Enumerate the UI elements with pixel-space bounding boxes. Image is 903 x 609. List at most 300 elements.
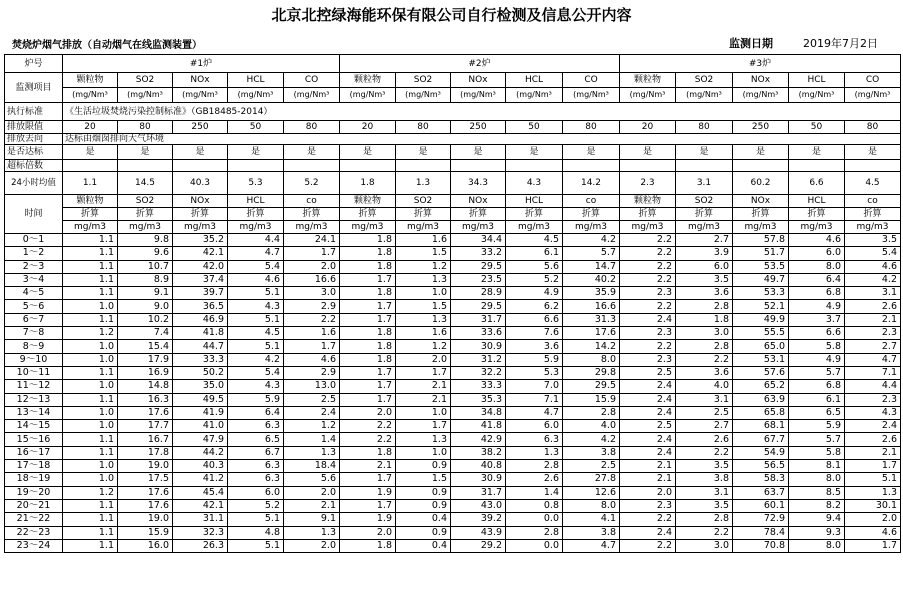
time-header-name: SO2 bbox=[396, 195, 451, 208]
data-cell: 9.8 bbox=[118, 234, 173, 247]
data-cell: 0.9 bbox=[396, 460, 451, 473]
data-cell: 1.2 bbox=[284, 420, 340, 433]
data-cell: 3.1 bbox=[676, 486, 733, 499]
time-header-name: NOx bbox=[451, 195, 506, 208]
data-cell: 33.3 bbox=[451, 380, 506, 393]
limit-value: 80 bbox=[676, 121, 733, 134]
data-cell: 51.7 bbox=[733, 247, 789, 260]
limit-label: 排放限值 bbox=[5, 121, 63, 134]
data-cell: 0.0 bbox=[506, 539, 563, 552]
data-cell: 2.0 bbox=[340, 406, 396, 419]
data-cell: 16.9 bbox=[118, 366, 173, 379]
data-cell: 53.1 bbox=[733, 353, 789, 366]
data-cell: 70.8 bbox=[733, 539, 789, 552]
data-cell: 2.8 bbox=[563, 406, 620, 419]
avg24-value: 1.8 bbox=[340, 172, 396, 195]
pollutant-unit: (mg/Nm³ bbox=[451, 88, 506, 103]
time-header-name: 颗粒物 bbox=[340, 195, 396, 208]
hour-label: 22～23 bbox=[5, 526, 63, 539]
data-cell: 28.9 bbox=[451, 287, 506, 300]
data-cell: 9.6 bbox=[118, 247, 173, 260]
data-cell: 3.1 bbox=[676, 393, 733, 406]
furnace-3: #3炉 bbox=[620, 55, 901, 73]
data-cell: 1.0 bbox=[63, 460, 118, 473]
data-cell: 4.4 bbox=[228, 234, 284, 247]
data-cell: 14.7 bbox=[563, 260, 620, 273]
data-cell: 9.3 bbox=[789, 526, 845, 539]
converted-label: 折算 bbox=[340, 208, 396, 221]
data-cell: 6.1 bbox=[789, 393, 845, 406]
data-cell: 39.7 bbox=[173, 287, 228, 300]
furnace-label: 炉号 bbox=[5, 55, 63, 73]
exceed-value bbox=[396, 160, 451, 172]
data-cell: 9.1 bbox=[284, 513, 340, 526]
data-cell: 49.5 bbox=[173, 393, 228, 406]
unit2-label: mg/m3 bbox=[789, 221, 845, 234]
converted-label: 折算 bbox=[396, 208, 451, 221]
data-cell: 49.7 bbox=[733, 273, 789, 286]
table-row bbox=[5, 473, 901, 486]
data-cell: 3.9 bbox=[676, 247, 733, 260]
data-cell: 4.3 bbox=[845, 406, 901, 419]
exceed-value bbox=[506, 160, 563, 172]
data-cell: 12.6 bbox=[563, 486, 620, 499]
avg24-row bbox=[5, 172, 901, 195]
exceed-value bbox=[118, 160, 173, 172]
data-cell: 14.2 bbox=[563, 340, 620, 353]
data-cell: 60.1 bbox=[733, 499, 789, 512]
data-cell: 1.7 bbox=[340, 300, 396, 313]
data-cell: 1.6 bbox=[396, 234, 451, 247]
hour-label: 21～22 bbox=[5, 513, 63, 526]
data-cell: 2.2 bbox=[620, 260, 676, 273]
data-cell: 1.6 bbox=[284, 327, 340, 340]
data-cell: 40.3 bbox=[173, 460, 228, 473]
converted-label: 折算 bbox=[620, 208, 676, 221]
data-cell: 33.3 bbox=[173, 353, 228, 366]
data-cell: 2.2 bbox=[620, 273, 676, 286]
data-cell: 3.5 bbox=[676, 460, 733, 473]
data-cell: 5.7 bbox=[563, 247, 620, 260]
limit-value: 80 bbox=[563, 121, 620, 134]
data-cell: 4.9 bbox=[789, 300, 845, 313]
exceed-value bbox=[173, 160, 228, 172]
data-cell: 2.5 bbox=[676, 406, 733, 419]
pollutant-name: HCL bbox=[506, 73, 563, 88]
table-row bbox=[5, 460, 901, 473]
data-cell: 2.8 bbox=[676, 340, 733, 353]
data-cell: 38.2 bbox=[451, 446, 506, 459]
data-cell: 2.3 bbox=[620, 499, 676, 512]
data-cell: 4.3 bbox=[228, 300, 284, 313]
data-cell: 2.3 bbox=[620, 327, 676, 340]
data-cell: 1.0 bbox=[63, 380, 118, 393]
data-cell: 1.1 bbox=[63, 247, 118, 260]
hour-label: 5～6 bbox=[5, 300, 63, 313]
data-cell: 40.8 bbox=[451, 460, 506, 473]
data-cell: 2.2 bbox=[620, 340, 676, 353]
standard-row bbox=[5, 103, 901, 121]
data-cell: 8.0 bbox=[789, 260, 845, 273]
data-cell: 1.2 bbox=[396, 260, 451, 273]
data-cell: 2.2 bbox=[676, 446, 733, 459]
data-cell: 1.2 bbox=[63, 327, 118, 340]
page-title: 北京北控绿海能环保有限公司自行检测及信息公开内容 bbox=[271, 6, 632, 24]
data-cell: 2.7 bbox=[845, 340, 901, 353]
unit2-label: mg/m3 bbox=[63, 221, 118, 234]
data-cell: 2.6 bbox=[845, 300, 901, 313]
data-cell: 2.6 bbox=[506, 473, 563, 486]
data-cell: 33.2 bbox=[451, 247, 506, 260]
standard-text: 《生活垃圾焚烧污染控制标准》（GB18485-2014） bbox=[63, 103, 901, 121]
data-cell: 67.7 bbox=[733, 433, 789, 446]
data-cell: 3.5 bbox=[676, 273, 733, 286]
data-cell: 5.2 bbox=[228, 499, 284, 512]
data-cell: 8.0 bbox=[563, 499, 620, 512]
data-cell: 3.8 bbox=[563, 526, 620, 539]
data-cell: 1.1 bbox=[63, 366, 118, 379]
time-header-name: SO2 bbox=[676, 195, 733, 208]
data-cell: 2.9 bbox=[284, 366, 340, 379]
data-cell: 1.1 bbox=[63, 393, 118, 406]
data-cell: 3.6 bbox=[676, 287, 733, 300]
data-cell: 5.8 bbox=[789, 340, 845, 353]
data-cell: 32.2 bbox=[451, 366, 506, 379]
data-cell: 2.2 bbox=[620, 247, 676, 260]
data-cell: 31.2 bbox=[451, 353, 506, 366]
data-cell: 14.8 bbox=[118, 380, 173, 393]
data-cell: 1.7 bbox=[284, 340, 340, 353]
data-cell: 2.1 bbox=[845, 446, 901, 459]
data-cell: 17.6 bbox=[563, 327, 620, 340]
data-cell: 0.8 bbox=[506, 499, 563, 512]
data-cell: 63.9 bbox=[733, 393, 789, 406]
data-cell: 53.3 bbox=[733, 287, 789, 300]
data-cell: 6.2 bbox=[506, 300, 563, 313]
data-cell: 50.2 bbox=[173, 366, 228, 379]
data-cell: 78.4 bbox=[733, 526, 789, 539]
avg24-value: 2.3 bbox=[620, 172, 676, 195]
hour-label: 13～14 bbox=[5, 406, 63, 419]
data-cell: 2.2 bbox=[340, 433, 396, 446]
data-cell: 5.4 bbox=[845, 247, 901, 260]
converted-label: 折算 bbox=[173, 208, 228, 221]
pollutant-name: SO2 bbox=[676, 73, 733, 88]
pollutant-unit: (mg/Nm³ bbox=[676, 88, 733, 103]
data-cell: 1.0 bbox=[63, 420, 118, 433]
data-cell: 5.1 bbox=[845, 473, 901, 486]
data-cell: 57.8 bbox=[733, 234, 789, 247]
compliant-value: 是 bbox=[563, 145, 620, 160]
data-cell: 32.3 bbox=[173, 526, 228, 539]
data-cell: 2.4 bbox=[620, 313, 676, 326]
exceed-value bbox=[563, 160, 620, 172]
data-cell: 6.6 bbox=[789, 327, 845, 340]
limit-value: 80 bbox=[845, 121, 901, 134]
data-cell: 1.1 bbox=[63, 499, 118, 512]
data-cell: 5.1 bbox=[228, 513, 284, 526]
data-cell: 35.3 bbox=[451, 393, 506, 406]
data-cell: 1.1 bbox=[63, 287, 118, 300]
data-cell: 52.1 bbox=[733, 300, 789, 313]
data-cell: 1.8 bbox=[340, 340, 396, 353]
limit-value: 250 bbox=[173, 121, 228, 134]
data-cell: 1.0 bbox=[63, 340, 118, 353]
data-cell: 1.8 bbox=[340, 247, 396, 260]
pollutant-unit: (mg/Nm³ bbox=[228, 88, 284, 103]
monitoring-table bbox=[4, 54, 901, 553]
data-cell: 1.7 bbox=[340, 393, 396, 406]
time-header-name: NOx bbox=[173, 195, 228, 208]
data-cell: 9.0 bbox=[118, 300, 173, 313]
data-cell: 5.7 bbox=[789, 433, 845, 446]
limit-row bbox=[5, 121, 901, 134]
data-cell: 42.1 bbox=[173, 247, 228, 260]
table-row bbox=[5, 366, 901, 379]
data-cell: 36.5 bbox=[173, 300, 228, 313]
data-cell: 35.9 bbox=[563, 287, 620, 300]
data-cell: 4.6 bbox=[845, 526, 901, 539]
data-cell: 4.2 bbox=[563, 234, 620, 247]
data-cell: 2.2 bbox=[620, 300, 676, 313]
unit2-label: mg/m3 bbox=[451, 221, 506, 234]
unit2-row bbox=[5, 221, 901, 234]
data-cell: 1.3 bbox=[284, 526, 340, 539]
data-cell: 1.4 bbox=[284, 433, 340, 446]
data-cell: 16.7 bbox=[118, 433, 173, 446]
data-cell: 5.3 bbox=[506, 366, 563, 379]
data-cell: 2.9 bbox=[284, 300, 340, 313]
data-cell: 7.6 bbox=[506, 327, 563, 340]
data-cell: 1.8 bbox=[340, 353, 396, 366]
destination-label: 排放去向 bbox=[5, 134, 63, 145]
data-cell: 15.4 bbox=[118, 340, 173, 353]
data-cell: 2.1 bbox=[396, 393, 451, 406]
table-row bbox=[5, 393, 901, 406]
data-cell: 0.4 bbox=[396, 539, 451, 552]
data-cell: 3.5 bbox=[845, 234, 901, 247]
data-cell: 19.0 bbox=[118, 513, 173, 526]
pollutant-name: 颗粒物 bbox=[63, 73, 118, 88]
data-cell: 3.0 bbox=[676, 327, 733, 340]
data-cell: 2.2 bbox=[676, 526, 733, 539]
data-cell: 35.2 bbox=[173, 234, 228, 247]
data-cell: 1.8 bbox=[676, 313, 733, 326]
data-cell: 4.2 bbox=[563, 433, 620, 446]
data-cell: 1.5 bbox=[396, 247, 451, 260]
exceed-value bbox=[284, 160, 340, 172]
data-cell: 8.0 bbox=[789, 473, 845, 486]
data-cell: 42.1 bbox=[173, 499, 228, 512]
data-cell: 34.4 bbox=[451, 234, 506, 247]
data-cell: 1.7 bbox=[340, 313, 396, 326]
data-cell: 3.1 bbox=[845, 287, 901, 300]
furnace-1: #1炉 bbox=[63, 55, 340, 73]
compliant-value: 是 bbox=[620, 145, 676, 160]
data-cell: 2.0 bbox=[620, 486, 676, 499]
time-header-name: 颗粒物 bbox=[63, 195, 118, 208]
table-row bbox=[5, 446, 901, 459]
data-cell: 1.0 bbox=[63, 353, 118, 366]
data-cell: 6.0 bbox=[676, 260, 733, 273]
data-cell: 29.8 bbox=[563, 366, 620, 379]
data-cell: 1.7 bbox=[845, 460, 901, 473]
data-cell: 29.5 bbox=[451, 300, 506, 313]
data-cell: 53.5 bbox=[733, 260, 789, 273]
data-cell: 6.0 bbox=[228, 486, 284, 499]
converted-label: 折算 bbox=[676, 208, 733, 221]
pollutant-name: CO bbox=[845, 73, 901, 88]
data-cell: 1.6 bbox=[396, 327, 451, 340]
data-cell: 35.0 bbox=[173, 380, 228, 393]
data-cell: 4.7 bbox=[228, 247, 284, 260]
data-cell: 2.8 bbox=[506, 460, 563, 473]
data-cell: 43.9 bbox=[451, 526, 506, 539]
data-cell: 6.3 bbox=[506, 433, 563, 446]
time-header-name: co bbox=[563, 195, 620, 208]
data-cell: 6.7 bbox=[228, 446, 284, 459]
data-cell: 17.6 bbox=[118, 486, 173, 499]
data-cell: 29.5 bbox=[451, 260, 506, 273]
data-cell: 4.6 bbox=[284, 353, 340, 366]
data-cell: 7.1 bbox=[845, 366, 901, 379]
exceed-row bbox=[5, 160, 901, 172]
data-cell: 2.4 bbox=[620, 393, 676, 406]
data-cell: 7.1 bbox=[506, 393, 563, 406]
data-cell: 4.2 bbox=[228, 353, 284, 366]
data-cell: 4.7 bbox=[845, 353, 901, 366]
data-cell: 3.0 bbox=[676, 539, 733, 552]
unit2-label: mg/m3 bbox=[118, 221, 173, 234]
hour-label: 12～13 bbox=[5, 393, 63, 406]
data-cell: 29.5 bbox=[563, 380, 620, 393]
data-cell: 1.7 bbox=[845, 539, 901, 552]
data-cell: 31.7 bbox=[451, 313, 506, 326]
data-cell: 24.1 bbox=[284, 234, 340, 247]
data-cell: 37.4 bbox=[173, 273, 228, 286]
data-cell: 6.4 bbox=[228, 406, 284, 419]
data-cell: 0.9 bbox=[396, 486, 451, 499]
data-cell: 5.9 bbox=[506, 353, 563, 366]
data-cell: 1.8 bbox=[340, 287, 396, 300]
data-cell: 8.9 bbox=[118, 273, 173, 286]
data-cell: 5.1 bbox=[228, 313, 284, 326]
data-cell: 8.1 bbox=[789, 460, 845, 473]
time-header-name: co bbox=[284, 195, 340, 208]
data-cell: 3.0 bbox=[284, 287, 340, 300]
data-cell: 1.1 bbox=[63, 526, 118, 539]
avg24-value: 4.5 bbox=[845, 172, 901, 195]
compliant-value: 是 bbox=[845, 145, 901, 160]
compliant-value: 是 bbox=[173, 145, 228, 160]
table-row bbox=[5, 539, 901, 552]
avg24-value: 3.1 bbox=[676, 172, 733, 195]
compliant-label: 是否达标 bbox=[5, 145, 63, 160]
data-cell: 4.7 bbox=[506, 406, 563, 419]
limit-value: 250 bbox=[451, 121, 506, 134]
data-cell: 2.2 bbox=[620, 234, 676, 247]
destination-row bbox=[5, 134, 901, 145]
standard-label: 执行标准 bbox=[5, 103, 63, 121]
data-cell: 2.3 bbox=[620, 287, 676, 300]
data-cell: 7.4 bbox=[118, 327, 173, 340]
unit2-label: mg/m3 bbox=[620, 221, 676, 234]
time-header-name: SO2 bbox=[118, 195, 173, 208]
data-cell: 4.9 bbox=[789, 353, 845, 366]
data-cell: 49.9 bbox=[733, 313, 789, 326]
date-value: 2019年7月2日 bbox=[803, 37, 878, 50]
data-cell: 5.6 bbox=[284, 473, 340, 486]
data-cell: 1.7 bbox=[340, 366, 396, 379]
data-cell: 16.3 bbox=[118, 393, 173, 406]
table-row bbox=[5, 353, 901, 366]
data-cell: 6.0 bbox=[789, 247, 845, 260]
time-header-name: co bbox=[845, 195, 901, 208]
data-cell: 4.1 bbox=[563, 513, 620, 526]
pollutant-name: 颗粒物 bbox=[620, 73, 676, 88]
table-row bbox=[5, 420, 901, 433]
avg24-value: 5.2 bbox=[284, 172, 340, 195]
avg24-label: 24小时均值 bbox=[5, 172, 63, 195]
avg24-value: 40.3 bbox=[173, 172, 228, 195]
data-cell: 1.1 bbox=[63, 539, 118, 552]
pollutant-name: HCL bbox=[228, 73, 284, 88]
data-cell: 1.7 bbox=[340, 380, 396, 393]
data-cell: 7.0 bbox=[506, 380, 563, 393]
data-cell: 2.2 bbox=[340, 420, 396, 433]
table-row bbox=[5, 260, 901, 273]
data-cell: 42.0 bbox=[173, 260, 228, 273]
converted-label: 折算 bbox=[118, 208, 173, 221]
data-cell: 1.8 bbox=[340, 260, 396, 273]
data-cell: 2.1 bbox=[620, 473, 676, 486]
data-cell: 1.1 bbox=[63, 433, 118, 446]
data-cell: 2.4 bbox=[620, 446, 676, 459]
data-cell: 16.6 bbox=[563, 300, 620, 313]
data-cell: 17.7 bbox=[118, 420, 173, 433]
data-cell: 1.9 bbox=[340, 486, 396, 499]
data-cell: 4.3 bbox=[228, 380, 284, 393]
hour-label: 2～3 bbox=[5, 260, 63, 273]
subtitle: 焚烧炉烟气排放（自动烟气在线监测装置） bbox=[12, 40, 202, 51]
compliant-value: 是 bbox=[451, 145, 506, 160]
time-header-name: 颗粒物 bbox=[620, 195, 676, 208]
data-cell: 4.5 bbox=[228, 327, 284, 340]
data-cell: 3.6 bbox=[676, 366, 733, 379]
limit-value: 80 bbox=[118, 121, 173, 134]
data-cell: 8.5 bbox=[789, 486, 845, 499]
data-cell: 65.2 bbox=[733, 380, 789, 393]
data-cell: 1.9 bbox=[340, 513, 396, 526]
furnace-2: #2炉 bbox=[340, 55, 620, 73]
data-cell: 31.7 bbox=[451, 486, 506, 499]
data-cell: 1.0 bbox=[396, 446, 451, 459]
exceed-value bbox=[789, 160, 845, 172]
pollutant-unit: (mg/Nm³ bbox=[506, 88, 563, 103]
data-cell: 27.8 bbox=[563, 473, 620, 486]
exceed-label: 超标倍数 bbox=[5, 160, 63, 172]
table-row bbox=[5, 327, 901, 340]
pollutant-name: HCL bbox=[789, 73, 845, 88]
hour-label: 1～2 bbox=[5, 247, 63, 260]
table-row bbox=[5, 433, 901, 446]
data-cell: 2.4 bbox=[620, 380, 676, 393]
data-cell: 1.2 bbox=[63, 486, 118, 499]
data-cell: 4.6 bbox=[789, 234, 845, 247]
hour-label: 16～17 bbox=[5, 446, 63, 459]
converted-label: 折算 bbox=[284, 208, 340, 221]
compliant-value: 是 bbox=[506, 145, 563, 160]
